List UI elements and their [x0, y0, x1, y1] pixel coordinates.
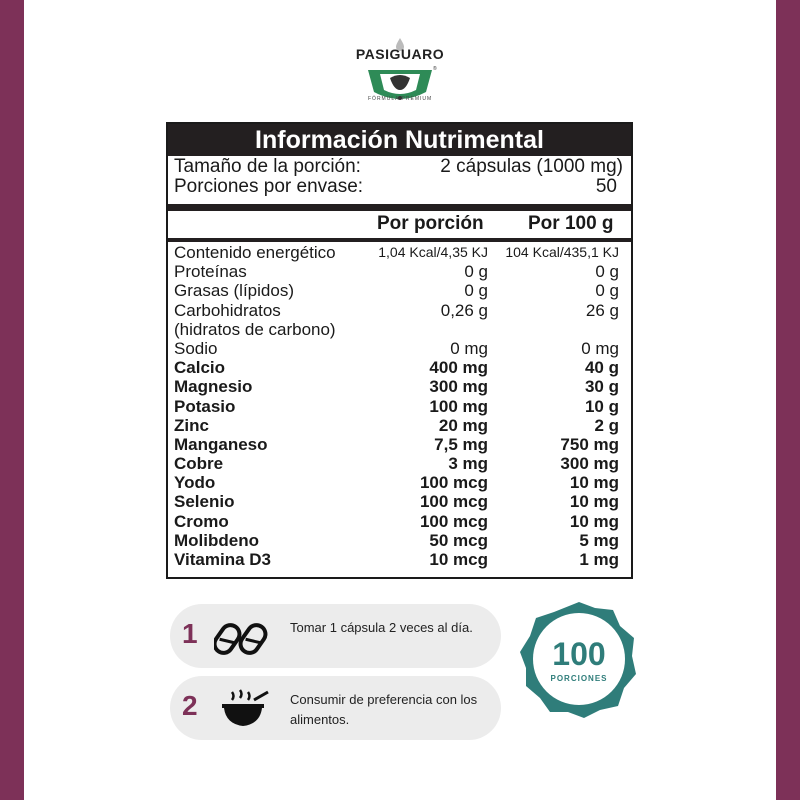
table-row [168, 243, 631, 262]
per-serving-value: 300 mg [429, 377, 488, 397]
per-100g-value: 10 mg [569, 473, 619, 493]
per-serving-value: 7,5 mg [434, 434, 488, 454]
divider-thick [168, 204, 631, 211]
brand-tagline: FÓRMULA PREMIUM [368, 96, 433, 102]
table-row [168, 339, 631, 358]
nutrient-name: Magnesio [174, 377, 253, 397]
per-serving-value: 50 mcg [429, 530, 488, 550]
per-serving-value: 3 mg [448, 454, 488, 474]
per-serving-value: 0 mg [450, 338, 488, 358]
col-header-per-100g: Por 100 g [528, 213, 614, 234]
nutrient-name: Calcio [174, 358, 226, 378]
nutrient-table [168, 243, 631, 569]
brand-logo [350, 34, 450, 104]
panel-title: Información Nutrimental [168, 124, 631, 156]
table-row [168, 435, 631, 454]
table-row [168, 301, 631, 320]
nutrient-name: Zinc [174, 415, 209, 435]
col-header-per-serving: Por porción [377, 213, 484, 234]
per-100g-value: 0 g [595, 281, 619, 301]
per-100g-value: 2 g [594, 415, 619, 435]
nutrient-name: Sodio [174, 338, 218, 358]
instruction-number: 1 [182, 618, 198, 649]
instruction-text: Consumir de preferencia con los alimentos. [290, 692, 478, 727]
nutrient-name: Grasas (lípidos) [174, 281, 294, 301]
serving-size-value: 2 cápsulas (1000 mg) [440, 156, 623, 177]
per-100g-value: 40 g [584, 358, 619, 378]
divider-mid [168, 238, 631, 242]
per-serving-value: 100 mg [429, 396, 488, 416]
per-serving-value: 10 mcg [429, 550, 488, 569]
table-row [168, 492, 631, 511]
nutrition-facts-panel [166, 122, 633, 579]
table-row [168, 550, 631, 569]
instruction-number: 2 [182, 690, 198, 721]
table-row [168, 473, 631, 492]
per-100g-value: 5 mg [579, 530, 619, 550]
per-serving-value: 100 mcg [419, 473, 488, 493]
brand-name: PASIGUARO [355, 46, 445, 62]
table-row [168, 320, 631, 339]
per-100g-value: 26 g [585, 300, 619, 320]
nutrient-name: Manganeso [174, 434, 268, 454]
servings-label: Porciones por envase: [174, 176, 364, 197]
per-serving-value: 100 mcg [419, 511, 488, 531]
per-serving-value: 100 mcg [419, 492, 488, 512]
per-100g-value: 300 mg [560, 454, 619, 474]
table-row [168, 358, 631, 377]
nutrient-name: Carbohidratos [174, 300, 281, 320]
capsules-icon [214, 614, 274, 658]
badge-number: 100 [552, 636, 606, 672]
nutrient-name: Yodo [174, 473, 216, 493]
table-row [168, 531, 631, 550]
per-100g-value: 104 Kcal/435,1 KJ [505, 244, 619, 260]
per-serving-value: 0,26 g [440, 300, 488, 320]
nutrient-name: Proteínas [174, 262, 247, 282]
table-row [168, 377, 631, 396]
table-row [168, 281, 631, 300]
per-100g-value: 0 g [595, 262, 619, 282]
per-serving-value: 0 g [464, 281, 488, 301]
per-serving-value: 0 g [464, 262, 488, 282]
right-border [776, 0, 800, 800]
nutrient-name: Cobre [174, 454, 224, 474]
table-row [168, 512, 631, 531]
per-100g-value: 0 mg [581, 338, 619, 358]
nutrient-name: Contenido energético [174, 243, 336, 262]
bowl-icon [214, 686, 274, 730]
nutrient-name: Molibdeno [174, 530, 259, 550]
servings-value: 50 [595, 176, 617, 197]
nutrient-name: Selenio [174, 492, 235, 512]
table-row [168, 416, 631, 435]
table-row [168, 262, 631, 281]
instruction-text: Tomar 1 cápsula 2 veces al día. [290, 620, 473, 635]
per-100g-value: 30 g [584, 377, 619, 397]
svg-text:®: ® [433, 66, 437, 72]
per-100g-value: 750 mg [560, 434, 619, 454]
table-row [168, 397, 631, 416]
left-border [0, 0, 24, 800]
per-serving-value: 20 mg [438, 415, 488, 435]
serving-size-label: Tamaño de la porción: [174, 156, 361, 177]
table-row [168, 454, 631, 473]
per-serving-value: 400 mg [429, 358, 488, 378]
nutrient-name: Vitamina D3 [174, 550, 272, 569]
servings-badge [520, 600, 638, 718]
badge-label: PORCIONES [550, 674, 608, 683]
nutrient-name: (hidratos de carbono) [174, 319, 336, 339]
instruction-food [170, 676, 501, 740]
per-100g-value: 10 g [584, 396, 619, 416]
nutrient-name: Cromo [174, 511, 229, 531]
per-100g-value: 10 mg [569, 511, 619, 531]
instruction-dose [170, 604, 501, 668]
per-100g-value: 10 mg [569, 492, 619, 512]
nutrient-name: Potasio [174, 396, 236, 416]
per-100g-value: 1 mg [579, 550, 619, 569]
per-serving-value: 1,04 Kcal/4,35 KJ [378, 244, 488, 260]
